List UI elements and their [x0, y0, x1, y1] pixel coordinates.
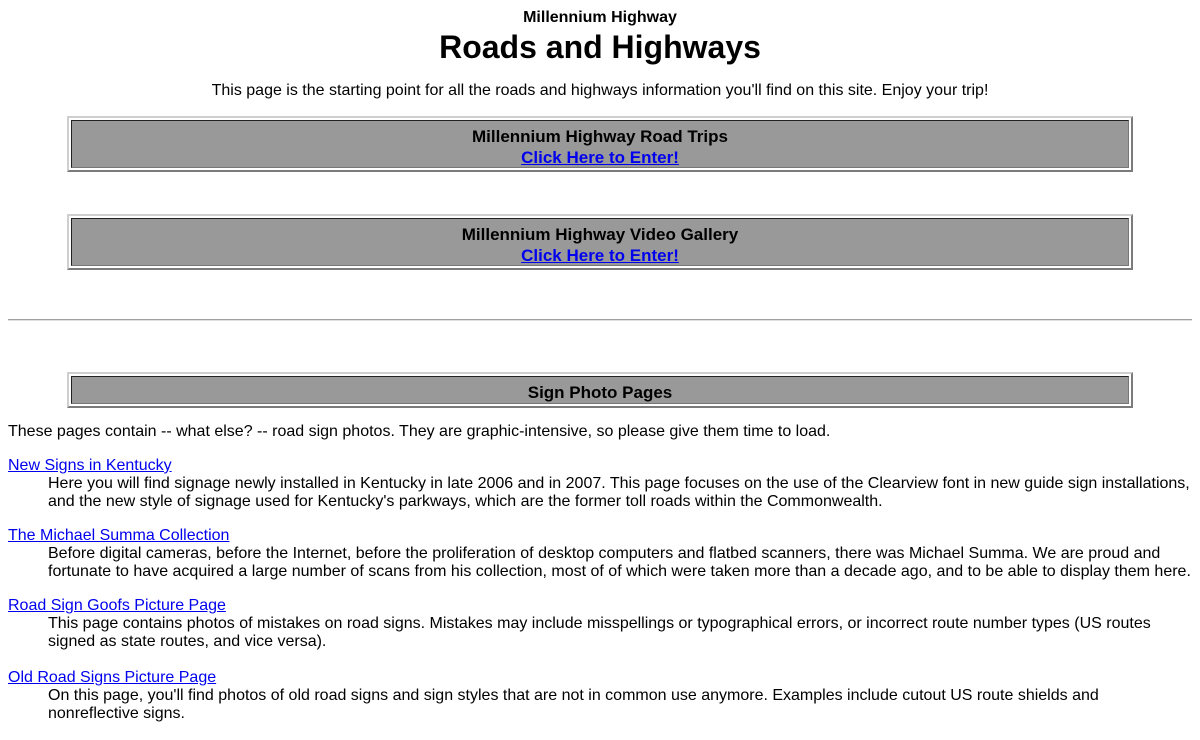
list-item	[8, 457, 1192, 511]
road-trips-title: Millennium Highway Road Trips	[472, 127, 728, 146]
entry-description: This page contains photos of mistakes on road signs. Mistakes may include misspellings or typographical errors, or incorrect route number types (US routes signed as state routes, and vice versa).	[48, 615, 1151, 650]
new-signs-kentucky-link[interactable]: New Signs in Kentucky	[8, 457, 172, 474]
road-trips-banner	[67, 116, 1133, 172]
video-gallery-enter-link[interactable]: Click Here to Enter!	[521, 246, 679, 265]
road-trips-enter-link[interactable]: Click Here to Enter!	[521, 148, 679, 167]
video-gallery-banner-inner	[71, 218, 1129, 266]
intro-text: This page is the starting point for all the roads and highways information you'll find on this site. Enjoy your trip!	[211, 82, 989, 99]
old-road-signs-link[interactable]: Old Road Signs Picture Page	[8, 669, 217, 686]
entry-description: On this page, you'll find photos of old road signs and sign styles that are not in common use anymore. Examples include cutout US route shields and nonreflective signs.	[48, 687, 1099, 722]
sign-photos-title: Sign Photo Pages	[527, 383, 673, 402]
road-sign-goofs-link[interactable]: Road Sign Goofs Picture Page	[8, 597, 226, 614]
sign-photos-banner	[67, 372, 1133, 408]
entry-description: Before digital cameras, before the Internet, before the proliferation of desktop computers and flatbed scanners, there was Michael Summa. We are proud and fortunate to have acquired a large number of scans from his collection, most of of which were taken more than a decade ago, and to be able to display them here.	[48, 545, 1191, 580]
sign-section-intro: These pages contain -- what else? -- road sign photos. They are graphic-intensive, so please give them time to load.	[8, 423, 831, 440]
road-trips-banner-inner	[71, 120, 1129, 168]
sign-photos-banner-inner	[71, 376, 1129, 404]
michael-summa-collection-link[interactable]: The Michael Summa Collection	[8, 527, 230, 544]
entry-description: Here you will find signage newly installed in Kentucky in late 2006 and in 2007. This page focuses on the use of the Clearview font in new guide sign installations, and the new style of signage used for Kentucky's parkways, which are the former toll roads within the Commonwealth.	[48, 475, 1190, 510]
site-name: Millennium Highway	[523, 9, 677, 26]
video-gallery-banner	[67, 214, 1133, 270]
list-item	[8, 597, 1192, 651]
horizontal-divider	[8, 319, 1192, 321]
video-gallery-title: Millennium Highway Video Gallery	[461, 225, 739, 244]
list-item	[8, 527, 1192, 581]
page-title: Roads and Highways	[439, 29, 761, 65]
list-item	[8, 669, 1192, 723]
